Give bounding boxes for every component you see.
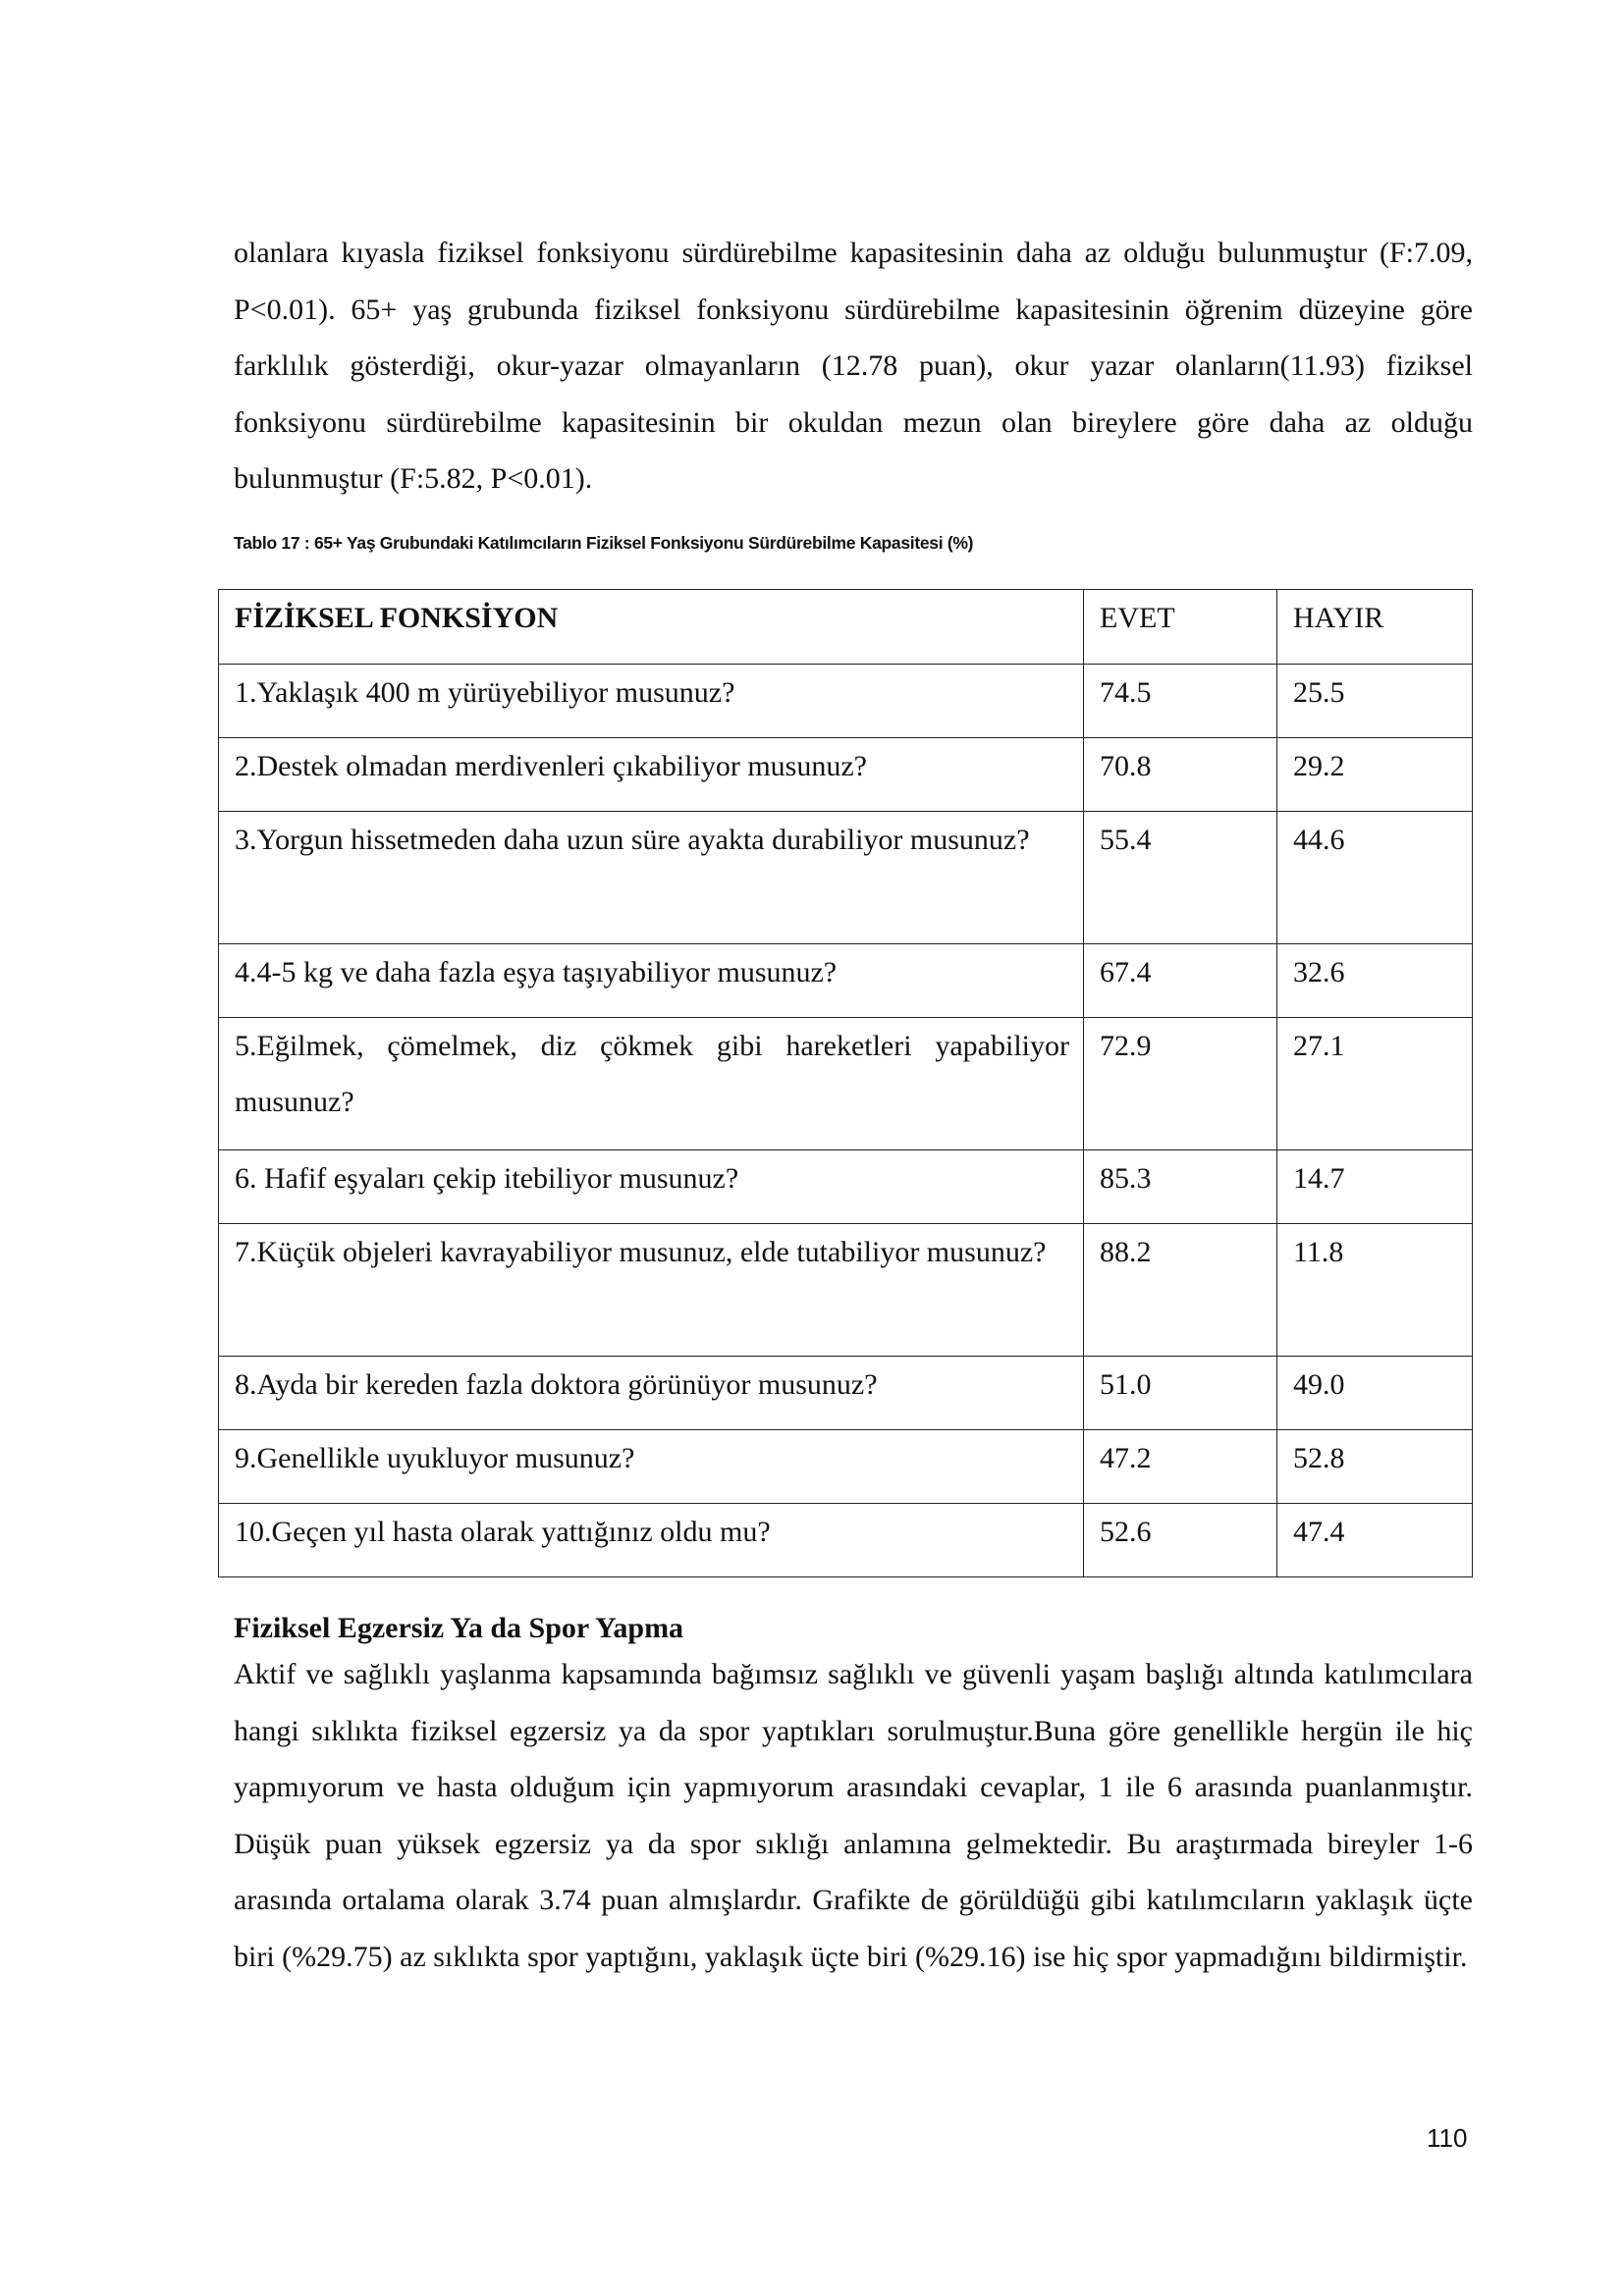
table-row <box>219 812 1473 944</box>
question-cell: 1.Yaklaşık 400 m yürüyebiliyor musunuz? <box>219 665 1084 738</box>
section-paragraph: Aktif ve sağlıklı yaşlanma kapsamında bağımsız sağlıklı ve güvenli yaşam başlığı altında katılımcılara hangi sıklıkta fiziksel egzersiz ya da spor yaptıkları sorulmuştur.Buna göre genellikle hergün ile hiç yapmıyorum ve hasta olduğum için yapmıyorum arasındaki cevaplar, 1 ile 6 arasında puanlanmıştır. Düşük puan yüksek egzersiz ya da spor sıklığı anlamına gelmektedir. Bu araştırmada bireyler 1-6 arasında ortalama olarak 3.74 puan almışlardır. Grafikte de görüldüğü gibi katılımcıların yaklaşık üçte biri (%29.75) az sıklıkta spor yaptığını, yaklaşık üçte biri (%29.16) ise hiç spor yapmadığını bildirmiştir. <box>234 1658 1473 1973</box>
question-cell: 4.4-5 kg ve daha fazla eşya taşıyabiliyor musunuz? <box>219 944 1084 1018</box>
question-cell: 6. Hafif eşyaları çekip itebiliyor musunuz? <box>219 1150 1084 1224</box>
section-heading: Fiziksel Egzersiz Ya da Spor Yapma <box>234 1612 684 1644</box>
table-row <box>219 665 1473 738</box>
hayir-cell: 49.0 <box>1277 1357 1473 1430</box>
hayir-cell: 14.7 <box>1277 1150 1473 1224</box>
evet-cell: 52.6 <box>1084 1504 1277 1577</box>
hayir-cell: 27.1 <box>1277 1018 1473 1150</box>
question-cell: 2.Destek olmadan merdivenleri çıkabiliyor musunuz? <box>219 738 1084 812</box>
page-number: 110 <box>1427 2123 1468 2153</box>
hayir-cell: 44.6 <box>1277 812 1473 944</box>
table-row <box>219 1018 1473 1150</box>
evet-cell: 51.0 <box>1084 1357 1277 1430</box>
question-cell: 10.Geçen yıl hasta olarak yattığınız oldu mu? <box>219 1504 1084 1577</box>
evet-cell: 70.8 <box>1084 738 1277 812</box>
table-row <box>219 944 1473 1018</box>
question-cell: 5.Eğilmek, çömelmek, diz çökmek gibi hareketleri yapabiliyor musunuz? <box>219 1018 1084 1150</box>
table-row <box>219 1504 1473 1577</box>
evet-cell: 85.3 <box>1084 1150 1277 1224</box>
evet-cell: 47.2 <box>1084 1430 1277 1504</box>
header-physical-function: FİZİKSEL FONKSİYON <box>219 590 1084 665</box>
hayir-cell: 32.6 <box>1277 944 1473 1018</box>
table-header-row <box>219 590 1473 665</box>
header-hayir: HAYIR <box>1277 590 1473 665</box>
table-row <box>219 1150 1473 1224</box>
hayir-cell: 47.4 <box>1277 1504 1473 1577</box>
table-row <box>219 1430 1473 1504</box>
evet-cell: 88.2 <box>1084 1224 1277 1357</box>
table-row <box>219 1357 1473 1430</box>
hayir-cell: 25.5 <box>1277 665 1473 738</box>
question-cell: 9.Genellikle uyukluyor musunuz? <box>219 1430 1084 1504</box>
evet-cell: 67.4 <box>1084 944 1277 1018</box>
evet-cell: 72.9 <box>1084 1018 1277 1150</box>
question-cell: 7.Küçük objeleri kavrayabiliyor musunuz, elde tutabiliyor musunuz? <box>219 1224 1084 1357</box>
table-caption: Tablo 17 : 65+ Yaş Grubundaki Katılımcıların Fiziksel Fonksiyonu Sürdürebilme Kapasitesi (%) <box>234 533 974 553</box>
table-row <box>219 738 1473 812</box>
question-cell: 3.Yorgun hissetmeden daha uzun süre ayakta durabiliyor musunuz? <box>219 812 1084 944</box>
header-evet: EVET <box>1084 590 1277 665</box>
hayir-cell: 52.8 <box>1277 1430 1473 1504</box>
table-row <box>219 1224 1473 1357</box>
intro-paragraph: olanlara kıyasla fiziksel fonksiyonu sürdürebilme kapasitesinin daha az olduğu bulunmuştur (F:7.09, P<0.01). 65+ yaş grubunda fiziksel fonksiyonu sürdürebilme kapasitesinin öğrenim düzeyine göre farklılık gösterdiği, okur-yazar olmayanların (12.78 puan), okur yazar olanların(11.93) fiziksel fonksiyonu sürdürebilme kapasitesinin bir okuldan mezun olan bireylere göre daha az olduğu bulunmuştur (F:5.82, P<0.01). <box>234 237 1473 495</box>
evet-cell: 55.4 <box>1084 812 1277 944</box>
hayir-cell: 11.8 <box>1277 1224 1473 1357</box>
physical-function-table <box>218 589 1473 1577</box>
question-cell: 8.Ayda bir kereden fazla doktora görünüyor musunuz? <box>219 1357 1084 1430</box>
evet-cell: 74.5 <box>1084 665 1277 738</box>
hayir-cell: 29.2 <box>1277 738 1473 812</box>
